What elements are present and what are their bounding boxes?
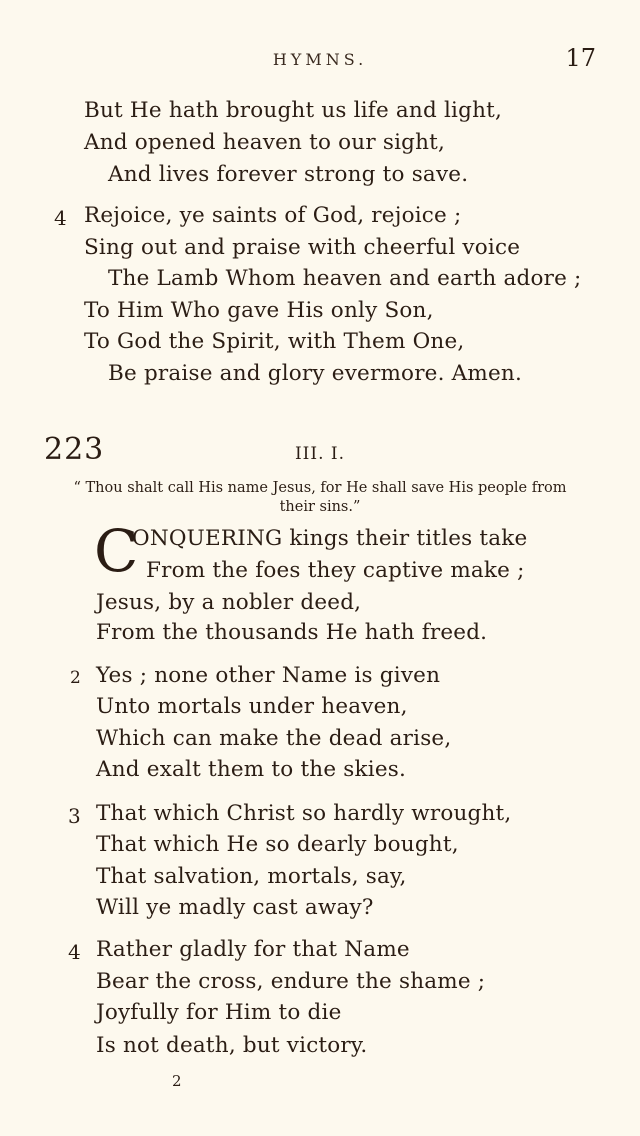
verse-line: That which Christ so hardly wrought, (96, 801, 512, 826)
drop-cap: C (94, 517, 139, 585)
epigraph-line: their sins.” (279, 499, 361, 515)
verse-line: Will ye madly cast away? (96, 895, 374, 920)
verse-line: The Lamb Whom heaven and earth adore ; (108, 266, 582, 291)
verse-line: And opened heaven to our sight, (84, 130, 446, 155)
verse-line: Is not death, but victory. (96, 1033, 368, 1058)
verse-line: Rather gladly for that Name (96, 937, 410, 962)
stanza-number: 2 (70, 668, 81, 688)
verse-line: That salvation, mortals, say, (96, 864, 407, 889)
page-number: 17 (565, 44, 596, 72)
verse-line: And lives forever strong to save. (108, 162, 469, 187)
verse-line: But He hath brought us life and light, (84, 98, 503, 123)
signature-mark: 2 (172, 1072, 182, 1090)
verse-line: From the thousands He hath freed. (96, 620, 488, 645)
verse-line: Joyfully for Him to die (96, 1000, 342, 1025)
verse-line: Be praise and glory evermore. Amen. (108, 361, 522, 386)
verse-line: Unto mortals under heaven, (96, 694, 408, 719)
verse-line: Which can make the dead arise, (96, 726, 452, 751)
hymn-meter: III. I. (294, 444, 346, 464)
stanza-number: 4 (54, 206, 67, 230)
verse-line: To God the Spirit, with Them One, (84, 329, 465, 354)
epigraph-line: “ Thou shalt call His name Jesus, for He shall save His people from (73, 480, 567, 496)
hymn-number: 223 (44, 432, 105, 467)
verse-line: Rejoice, ye saints of God, rejoice ; (84, 203, 462, 228)
verse-line: From the foes they captive make ; (146, 558, 525, 583)
verse-line: Bear the cross, endure the shame ; (96, 969, 486, 994)
verse-line: And exalt them to the skies. (96, 757, 407, 782)
verse-line: Jesus, by a nobler deed, (96, 590, 362, 615)
stanza-number: 4 (68, 940, 81, 964)
verse-line: Yes ; none other Name is given (96, 663, 441, 688)
verse-line: ONQUERING kings their titles take (132, 526, 528, 551)
verse-line: That which He so dearly bought, (96, 832, 459, 857)
verse-line: To Him Who gave His only Son, (84, 298, 434, 323)
running-header: HYMNS. (272, 50, 368, 69)
stanza-number: 3 (68, 804, 81, 828)
verse-line: Sing out and praise with cheerful voice (84, 235, 521, 260)
